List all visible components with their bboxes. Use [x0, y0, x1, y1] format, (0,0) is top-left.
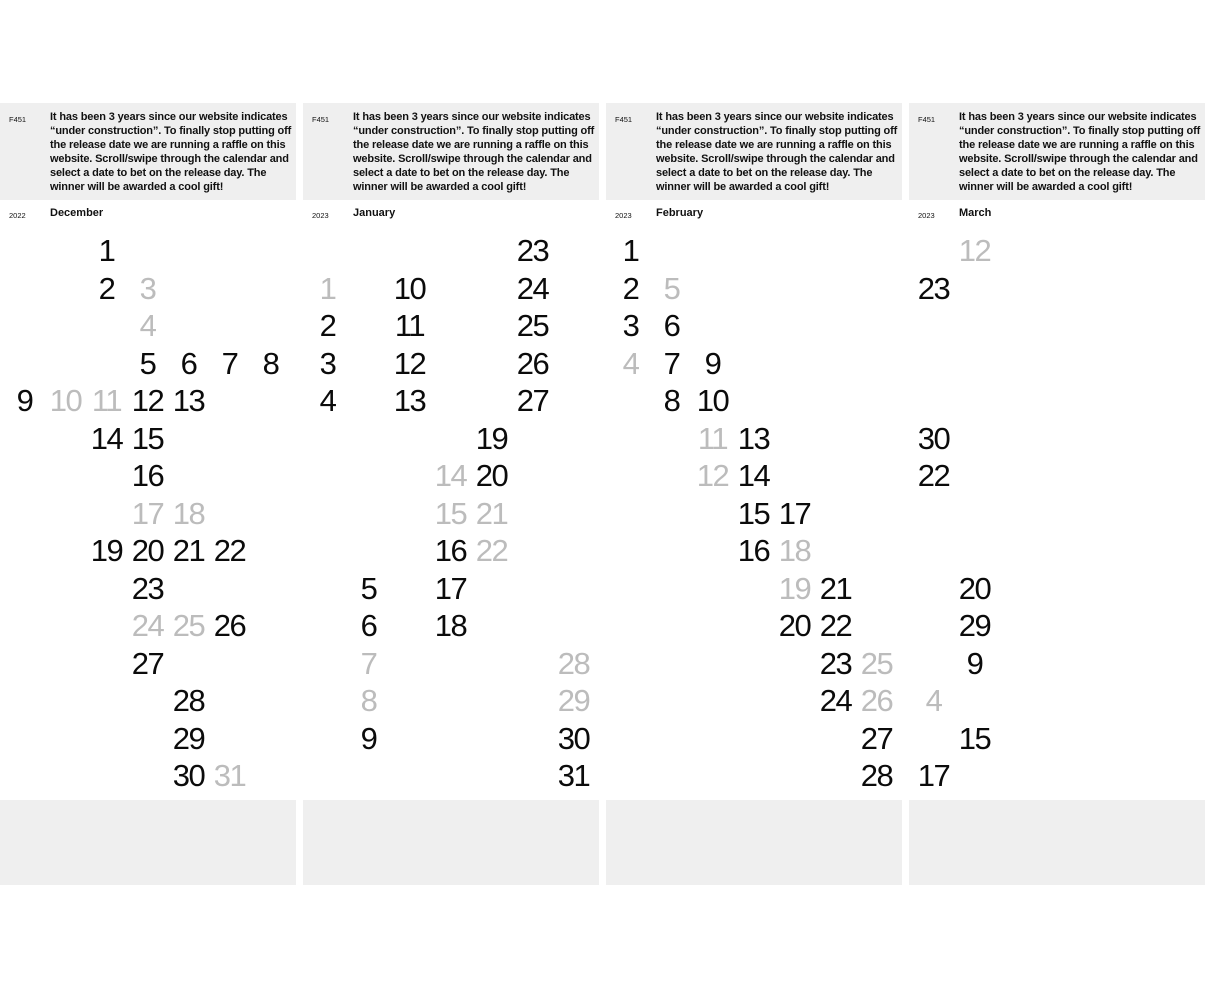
notice-panel	[303, 103, 599, 200]
date-option-taken[interactable]: 19	[778, 570, 811, 606]
date-option[interactable]: 7	[663, 345, 680, 381]
notice-text: It has been 3 years since our website indicates “under construction”. To finally stop putting off the release date we are running a raffle on this website. Scroll/swipe through the calendar and select a date to bet on the release day. The winner will be awarded a cool gift!	[656, 111, 898, 193]
date-option[interactable]: 12	[393, 345, 426, 381]
month-column-march	[909, 103, 1205, 885]
notice-panel	[0, 103, 296, 200]
date-option[interactable]: 2	[98, 270, 115, 306]
date-option[interactable]: 21	[819, 570, 852, 606]
date-option[interactable]: 9	[16, 383, 33, 418]
date-option-taken[interactable]: 1	[319, 270, 336, 306]
date-option-taken[interactable]: 11	[697, 420, 728, 456]
notice-code: F451	[615, 115, 633, 124]
date-option[interactable]: 20	[778, 608, 811, 643]
date-option-taken[interactable]: 11	[91, 383, 122, 418]
date-option-taken[interactable]: 18	[778, 533, 811, 568]
date-option[interactable]: 9	[966, 645, 983, 681]
date-option[interactable]: 30	[172, 758, 205, 793]
date-option[interactable]: 6	[663, 308, 680, 343]
year-label: 2022	[9, 211, 26, 220]
date-option[interactable]: 13	[393, 383, 426, 418]
date-option-taken[interactable]: 26	[860, 683, 893, 718]
date-option[interactable]: 26	[213, 608, 246, 643]
date-option[interactable]: 5	[139, 345, 156, 381]
date-option[interactable]: 15	[737, 495, 770, 531]
month-label: February	[656, 207, 704, 219]
date-option[interactable]: 23	[819, 645, 852, 681]
date-option[interactable]: 25	[516, 308, 549, 343]
notice-text: It has been 3 years since our website indicates “under construction”. To finally stop putting off the release date we are running a raffle on this website. Scroll/swipe through the calendar and select a date to bet on the release day. The winner will be awarded a cool gift!	[959, 111, 1201, 193]
date-option[interactable]: 14	[90, 420, 123, 456]
notice-panel	[909, 103, 1205, 200]
date-option-taken[interactable]: 12	[696, 458, 729, 493]
date-option[interactable]: 1	[98, 233, 115, 268]
date-option[interactable]: 23	[516, 233, 549, 268]
date-option[interactable]: 29	[958, 608, 991, 643]
date-option[interactable]: 31	[557, 758, 590, 793]
month-column-february	[606, 103, 902, 885]
notice-code: F451	[312, 115, 330, 124]
date-option-taken[interactable]: 15	[434, 495, 467, 531]
date-option[interactable]: 2	[622, 270, 639, 306]
date-option[interactable]: 16	[434, 533, 467, 568]
notice-code: F451	[9, 115, 27, 124]
date-option-taken[interactable]: 18	[172, 495, 205, 531]
date-option[interactable]: 1	[622, 233, 639, 268]
date-option[interactable]: 29	[172, 720, 205, 756]
date-option-taken[interactable]: 22	[475, 533, 508, 568]
date-option[interactable]: 5	[360, 570, 377, 606]
date-option-taken[interactable]: 10	[49, 383, 82, 418]
date-option-taken[interactable]: 4	[139, 308, 156, 343]
date-option[interactable]: 23	[131, 570, 164, 606]
date-option-taken[interactable]: 5	[663, 270, 680, 306]
date-option[interactable]: 22	[917, 458, 950, 493]
date-option[interactable]: 16	[131, 458, 164, 493]
date-option[interactable]: 27	[860, 720, 893, 756]
date-option[interactable]: 15	[131, 420, 164, 456]
month-label: January	[353, 207, 396, 219]
date-option-taken[interactable]: 25	[860, 645, 893, 681]
date-option[interactable]: 17	[434, 570, 467, 606]
date-option[interactable]: 23	[917, 270, 950, 306]
date-option-taken[interactable]: 7	[360, 645, 377, 681]
date-option-taken[interactable]: 17	[131, 495, 164, 531]
date-option-taken[interactable]: 4	[925, 683, 942, 718]
date-option-taken[interactable]: 3	[139, 270, 156, 306]
date-option[interactable]: 28	[860, 758, 893, 793]
date-option-taken[interactable]: 21	[475, 495, 508, 531]
notice-text: It has been 3 years since our website indicates “under construction”. To finally stop putting off the release date we are running a raffle on this website. Scroll/swipe through the calendar and select a date to bet on the release day. The winner will be awarded a cool gift!	[50, 111, 292, 193]
date-option[interactable]: 11	[394, 308, 425, 343]
date-option[interactable]: 3	[622, 308, 639, 343]
footer-panel	[0, 800, 296, 885]
date-option[interactable]: 17	[778, 495, 811, 531]
date-option[interactable]: 27	[516, 383, 549, 418]
date-option[interactable]: 9	[360, 720, 377, 756]
date-option[interactable]: 24	[819, 683, 852, 718]
footer-panel	[606, 800, 902, 885]
date-option[interactable]: 22	[819, 608, 852, 643]
date-option-taken[interactable]: 12	[958, 233, 991, 268]
date-option-taken[interactable]: 28	[557, 645, 590, 681]
date-option[interactable]: 20	[131, 533, 164, 568]
date-option[interactable]: 3	[319, 345, 336, 381]
date-option[interactable]: 2	[319, 308, 336, 343]
date-option[interactable]: 20	[475, 458, 508, 493]
date-option[interactable]: 8	[663, 383, 680, 418]
month-column-december	[0, 103, 296, 885]
date-option[interactable]: 4	[319, 383, 336, 418]
month-label: December	[50, 207, 104, 219]
date-option[interactable]: 19	[90, 533, 123, 568]
date-option-taken[interactable]: 29	[557, 683, 590, 718]
year-label: 2023	[615, 211, 632, 220]
date-option[interactable]: 18	[434, 608, 467, 643]
notice-panel	[606, 103, 902, 200]
date-option[interactable]: 26	[516, 345, 549, 381]
date-option[interactable]: 20	[958, 570, 991, 606]
date-option[interactable]: 30	[917, 420, 950, 456]
date-option[interactable]: 8	[262, 345, 279, 381]
date-option[interactable]: 6	[360, 608, 377, 643]
date-option[interactable]: 19	[475, 420, 508, 456]
month-column-january	[303, 103, 599, 885]
date-option-taken[interactable]: 14	[434, 458, 467, 493]
date-option[interactable]: 13	[172, 383, 205, 418]
year-label: 2023	[312, 211, 329, 220]
date-option[interactable]: 28	[172, 683, 205, 718]
date-option[interactable]: 15	[958, 720, 991, 756]
date-option-taken[interactable]: 25	[172, 608, 205, 643]
date-option[interactable]: 10	[393, 270, 426, 306]
date-option[interactable]: 12	[131, 383, 164, 418]
date-option-taken[interactable]: 4	[622, 345, 639, 381]
footer-panel	[909, 800, 1205, 885]
year-label: 2023	[918, 211, 935, 220]
date-option[interactable]: 6	[180, 345, 197, 381]
date-option[interactable]: 27	[131, 645, 164, 681]
date-option[interactable]: 16	[737, 533, 770, 568]
date-option[interactable]: 13	[737, 420, 770, 456]
date-option[interactable]: 14	[737, 458, 770, 493]
month-label: March	[959, 207, 992, 219]
date-option[interactable]: 9	[704, 345, 721, 381]
notice-text: It has been 3 years since our website indicates “under construction”. To finally stop putting off the release date we are running a raffle on this website. Scroll/swipe through the calendar and select a date to bet on the release day. The winner will be awarded a cool gift!	[353, 111, 595, 193]
footer-panel	[303, 800, 599, 885]
date-option-taken[interactable]: 31	[213, 758, 246, 793]
date-option[interactable]: 21	[172, 533, 205, 568]
date-option[interactable]: 17	[917, 758, 950, 793]
date-option[interactable]: 22	[213, 533, 246, 568]
date-option[interactable]: 10	[696, 383, 729, 418]
date-option[interactable]: 30	[557, 720, 590, 756]
date-option-taken[interactable]: 24	[131, 608, 164, 643]
notice-code: F451	[918, 115, 936, 124]
date-option[interactable]: 24	[516, 270, 549, 306]
date-option[interactable]: 7	[221, 345, 238, 381]
date-option-taken[interactable]: 8	[360, 683, 377, 718]
